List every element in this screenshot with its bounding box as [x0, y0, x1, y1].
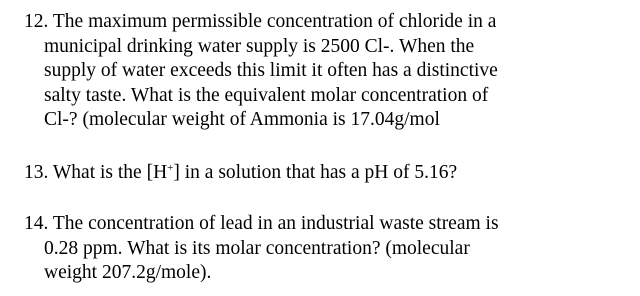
question-12-line-5: Cl-? (molecular weight of Ammonia is 17.04g/mol	[44, 109, 440, 130]
question-13-after: ] in a solution that has a pH of 5.16?	[173, 162, 458, 183]
question-12	[24, 10, 624, 133]
question-12-line-4: salty taste. What is the equivalent molar concentration of	[44, 84, 489, 106]
question-14	[24, 212, 624, 286]
question-12-line-1: 12. The maximum permissible concentration of chloride in a	[24, 11, 497, 32]
question-12-line-2: municipal drinking water supply is 2500 Cl-. When the	[44, 35, 475, 57]
question-13-superscript: +	[167, 162, 174, 174]
question-13-before: 13. What is the [H	[24, 162, 168, 183]
question-14-line-3: weight 207.2g/mole).	[44, 262, 212, 283]
question-13-text	[24, 161, 624, 188]
question-13	[24, 161, 624, 188]
question-12-line-3: supply of water exceeds this limit it often has a distinctive	[44, 60, 498, 81]
question-14-line-1: 14. The concentration of lead in an industrial waste stream is	[24, 213, 499, 234]
question-14-line-2: 0.28 ppm. What is its molar concentration? (molecular	[44, 237, 470, 259]
